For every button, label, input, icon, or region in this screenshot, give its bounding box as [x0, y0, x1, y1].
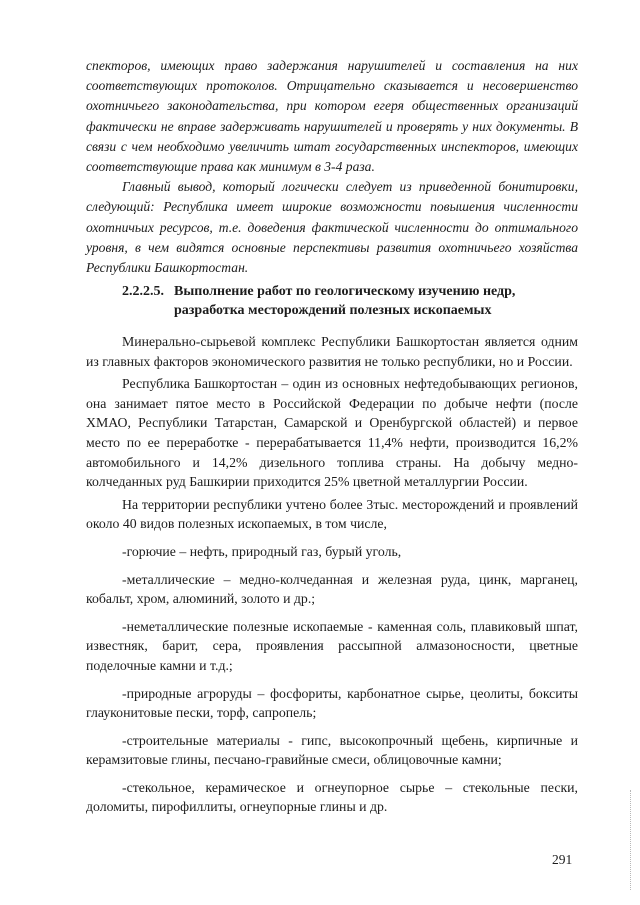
list-item: -горючие – нефть, природный газ, бурый уголь, [122, 543, 402, 559]
section-title-line2: разработка месторождений полезных ископаемых [174, 303, 492, 318]
section-title-line1: Выполнение работ по геологическому изучению недр, [174, 284, 516, 299]
list-item: -стекольное, керамическое и огнеупорное сырье – стекольные пески, доломиты, пирофиллиты, огнеупорные глины и др. [86, 779, 578, 815]
list-item: -строительные материалы - гипс, высокопрочный щебень, кирпичные и керамзитовые глины, песчано-гравийные смеси, облицовочные камни; [86, 732, 578, 768]
body-paragraph: Минерально-сырьевой комплекс Республики Башкортостан является одним из главных факторов экономического развития не только республики, но и России. [86, 334, 578, 369]
page-number: 291 [552, 852, 573, 867]
list-item: -металлические – медно-колчеданная и железная руда, цинк, марганец, кобальт, хром, алюминий, золото и др.; [86, 571, 578, 607]
section-body [86, 332, 578, 820]
body-paragraph: Республика Башкортостан – один из основных нефтедобывающих регионов, она занимает пятое место в Российской Федерации по добыче нефти (после ХМАО, Республики Татарстан, Самарской и Оренбургской областей) и первое место по ее переработке - перерабатывается 11,4% нефти, производится 16,2% автомобильного и 14,2% дизельного топлива страны. На добычу медно-колчеданных руд Башкирии приходится 25% цветной металлургии России. [86, 376, 578, 490]
body-paragraph: На территории республики учтено более 3тыс. месторождений и проявлений около 40 видов полезных ископаемых, в том числе, [86, 496, 578, 532]
scan-edge-marks [630, 790, 632, 890]
italic-paragraph: Главный вывод, который логически следует из приведенной бонитировки, следующий: Республика имеет широкие возможности повышения численности охотничьих ресурсов, т.е. доведения фактической численности до оптимального уровня, в чем видятся основные перспективы развития охотничьего хозяйства Республики Башкортостан. [86, 179, 578, 276]
intro-italic-text [86, 56, 578, 278]
list-item: -неметаллические полезные ископаемые - каменная соль, плавиковый шпат, известняк, барит, сера, проявления рассыпной алмазоносности, цветные поделочные камни и т.д.; [86, 618, 578, 673]
section-number: 2.2.2.5. [122, 284, 164, 299]
italic-paragraph: спекторов, имеющих право задержания нарушителей и составления на них соответствующих протоколов. Отрицательно сказывается и несовершенство охотничьего законодательства, при котором егеря общественных организаций фактически не вправе задерживать нарушителей и проверять у них документы. В связи с чем необходимо увеличить штат государственных инспекторов, имеющих соответствующие права как минимум в 3-4 раза. [86, 58, 578, 175]
list-item: -природные агроруды – фосфориты, карбонатное сырье, цеолиты, бокситы глауконитовые пески, торф, сапропель; [86, 685, 578, 721]
section-heading [122, 282, 582, 320]
